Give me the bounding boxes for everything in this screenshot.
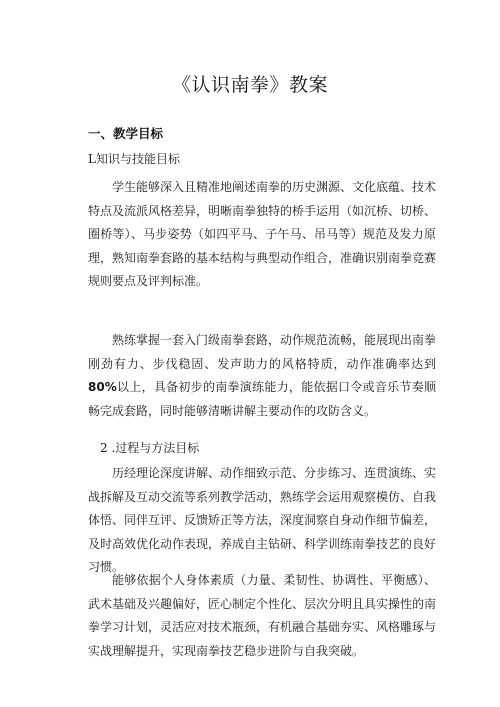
document-title: 《认识南拳》教案 bbox=[171, 74, 328, 96]
paragraph-knowledge-2-before: 熟练掌握一套入门级南拳套路，动作规范流畅，能展现出南拳刚劲有力、步伐稳固、发声助力的风格特质，动作准确率达到 bbox=[88, 333, 437, 371]
paragraph-knowledge-1: 学生能够深入且精准地阐述南拳的历史渊源、文化底蕴、技术特点及流派风格差异，明晰南拳独特的桥手运用（如沉桥、切桥、圈桥等）、马步姿势（如四平马、子午马、吊马等）规范及发力原理，熟知南拳套路的基本结构与典型动作组合，准确识别南拳竞赛规则要点及评判标准。 bbox=[88, 180, 437, 288]
paragraph-process-1: 历经理论深度讲解、动作细致示范、分步练习、连贯演练、实战拆解及互动交流等系列教学活动，熟练学会运用观察模仿、自我体悟、同伴互评、反馈矫正等方法，深度洞察自身动作细节偏差，及时高效优化动作表现，养成自主钻研、科学训练南拳技艺的良好习惯。 bbox=[88, 466, 437, 574]
accuracy-percentage: 80% bbox=[88, 380, 117, 394]
subsection-heading-process-method: 2 .过程与方法目标 bbox=[100, 441, 200, 455]
paragraph-knowledge-2-after: 以上，具备初步的南拳演练能力，能依据口令或音乐节奏顺畅完成套路，同时能够清晰讲解主要动作的攻防含义。 bbox=[88, 380, 436, 418]
subsection-heading-knowledge-skills: L知识与技能目标 bbox=[88, 152, 180, 166]
section-heading-teaching-goals: 一、教学目标 bbox=[88, 126, 164, 141]
paragraph-knowledge-2 bbox=[88, 329, 436, 423]
paragraph-process-2: 能够依据个人身体素质（力量、柔韧性、协调性、平衡感）、武术基础及兴趣偏好，匠心制定个性化、层次分明且具实操性的南拳学习计划，灵活应对技术瓶颈，有机融合基础夯实、风格雕琢与实战理解提升，实现南拳技艺稳步进阶与自我突破。 bbox=[88, 573, 437, 658]
